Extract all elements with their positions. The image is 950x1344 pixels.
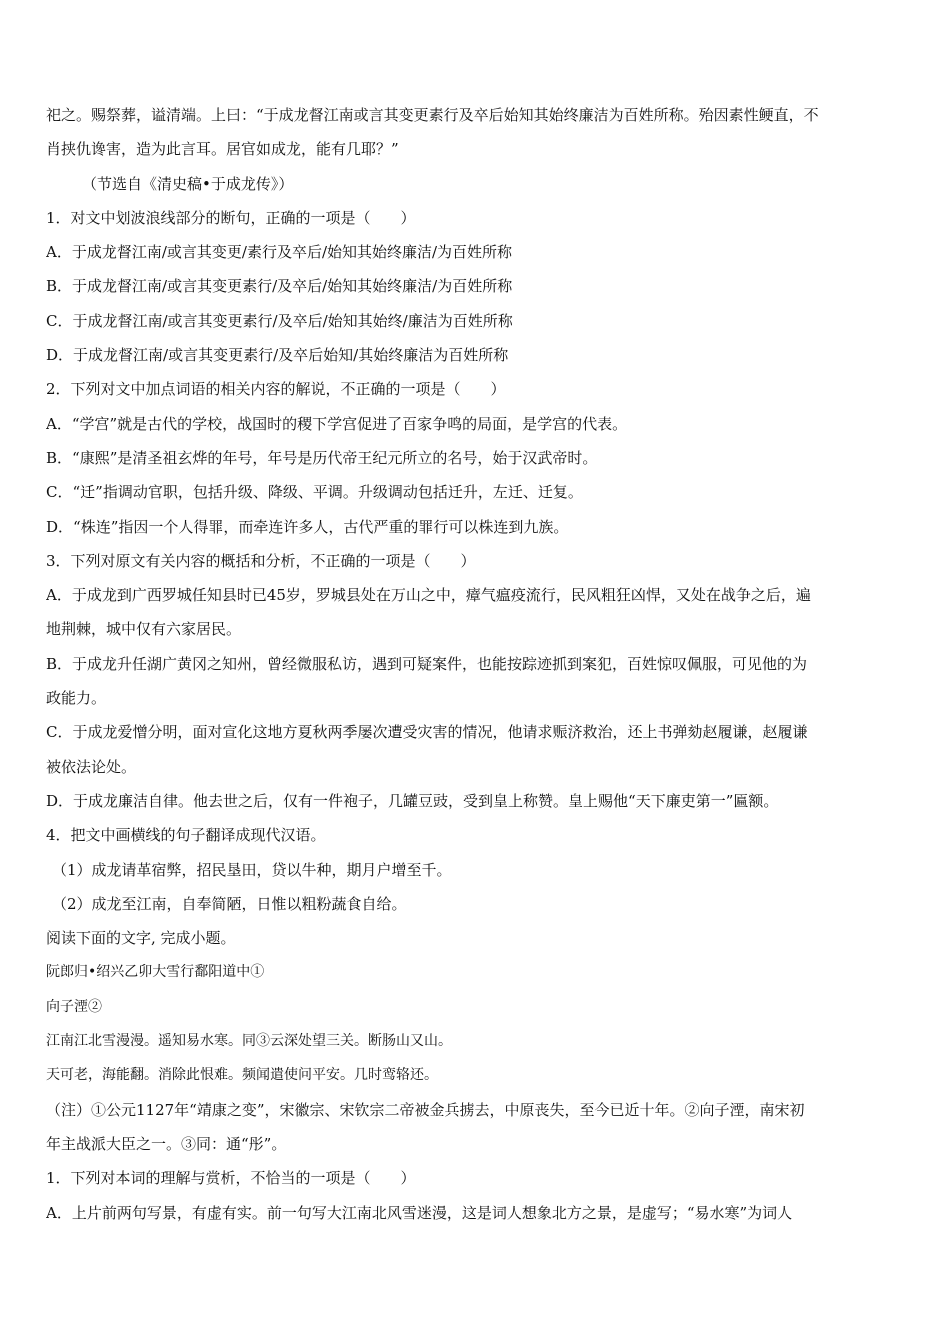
- question-stem: 4．把文中画横线的句子翻译成现代汉语。: [46, 826, 326, 845]
- option-a: A．于成龙督江南/或言其变更/素行及卒后/始知其始终廉洁/为百姓所称: [46, 243, 513, 262]
- passage-line: 肖挟仇谗害，造为此言耳。居官如成龙，能有几耶？”: [46, 140, 399, 159]
- question-stem: 2．下列对文中加点词语的相关内容的解说，不正确的一项是（ ）: [46, 380, 506, 399]
- option-a: A．于成龙到广西罗城任知县时已45岁，罗城县处在万山之中，瘴气瘟疫流行，民风粗狂凶悍，又处在战争之后，遍: [46, 586, 811, 605]
- question-stem: 1．对文中划波浪线部分的断句，正确的一项是（ ）: [46, 208, 416, 227]
- option-c-cont: 被依法论处。: [46, 757, 137, 776]
- option-a-cont: 地荆棘，城中仅有六家居民。: [46, 620, 242, 639]
- poem-author: 向子湮②: [46, 998, 102, 1015]
- option-b-cont: 政能力。: [46, 689, 107, 708]
- poem-title: 阮郎归•绍兴乙卯大雪行鄱阳道中①: [46, 964, 265, 981]
- option-a: A．上片前两句写景，有虚有实。前一句写大江南北风雪迷漫，这是词人想象北方之景，是虚写；“易水寒”为词人: [46, 1203, 793, 1222]
- translation-item: （2）成龙至江南，自奉简陋，日惟以粗粉蔬食自给。: [52, 894, 407, 913]
- option-c: C．于成龙督江南/或言其变更素行/及卒后/始知其始终/廉洁为百姓所称: [46, 311, 513, 330]
- poem-line: 江南江北雪漫漫。遥知易水寒。同③云深处望三关。断肠山又山。: [46, 1033, 452, 1050]
- option-c: C．“迁”指调动官职，包括升级、降级、平调。升级调动包括迁升，左迁、迁复。: [46, 483, 583, 502]
- option-d: D．“株连”指因一个人得罪，而牵连许多人，古代严重的罪行可以株连到九族。: [46, 517, 569, 536]
- question-stem: 1．下列对本词的理解与赏析，不恰当的一项是（ ）: [46, 1169, 416, 1188]
- option-d: D．于成龙督江南/或言其变更素行/及卒后始知/其始终廉洁为百姓所称: [46, 346, 509, 365]
- passage-line: 祀之。赐祭葬，谥清端。上曰：“于成龙督江南或言其变更素行及卒后始知其始终廉洁为百姓所称。殆因素性鲠直，不: [46, 106, 819, 124]
- passage-source: （节选自《清史稿•于成龙传》）: [82, 174, 294, 193]
- section-intro: 阅读下面的文字, 完成小题。: [46, 929, 236, 948]
- option-a: A．“学宫”就是古代的学校，战国时的稷下学宫促进了百家争鸣的局面，是学宫的代表。: [46, 414, 628, 433]
- poem-note: （注）①公元1127年“靖康之变”，宋徽宗、宋钦宗二帝被金兵掳去，中原丧失，至今已近十年。②向子湮，南宋初: [46, 1100, 805, 1119]
- option-b: B．“康熙”是清圣祖玄烨的年号，年号是历代帝王纪元所立的名号，始于汉武帝时。: [46, 448, 598, 467]
- question-stem: 3．下列对原文有关内容的概括和分析，不正确的一项是（ ）: [46, 551, 476, 570]
- poem-note-cont: 年主战派大臣之一。③同：通“彤”。: [46, 1134, 287, 1153]
- option-c: C．于成龙爱憎分明，面对宣化这地方夏秋两季屡次遭受灾害的情况，他请求赈济救治，还上书弹劾赵履谦，赵履谦: [46, 723, 808, 742]
- option-d: D．于成龙廉洁自律。他去世之后，仅有一件袍子，几罐豆豉，受到皇上称赞。皇上赐他“天下廉吏第一”匾额。: [46, 791, 779, 810]
- poem-line: 天可老，海能翻。消除此恨难。频闻遣使问平安。几时鸾辂还。: [46, 1067, 438, 1084]
- option-b: B．于成龙督江南/或言其变更素行/及卒后/始知其始终廉洁/为百姓所称: [46, 277, 513, 296]
- translation-item: （1）成龙请革宿弊，招民垦田，贷以牛种，期月户增至千。: [52, 860, 452, 879]
- option-b: B．于成龙升任湖广黄冈之知州，曾经微服私访，遇到可疑案件，也能按踪迹抓到案犯，百姓惊叹佩服，可见他的为: [46, 654, 808, 673]
